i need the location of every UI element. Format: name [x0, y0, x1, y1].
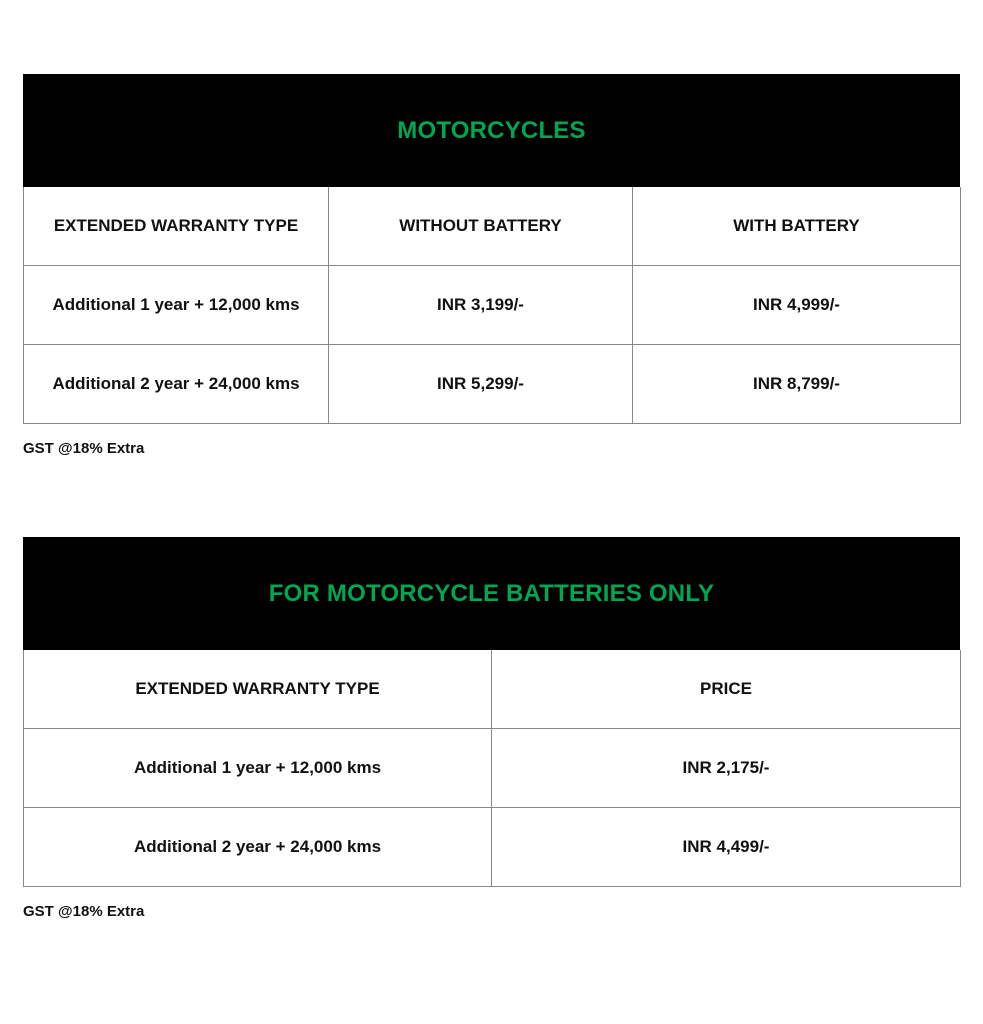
warranty-type-cell: Additional 1 year + 12,000 kms: [24, 266, 329, 345]
batteries-title: FOR MOTORCYCLE BATTERIES ONLY: [268, 579, 715, 607]
batteries-price-table: [23, 650, 961, 887]
table-header-row: [24, 650, 961, 729]
price-with-battery-cell: INR 8,799/-: [633, 345, 961, 424]
column-header-warranty-type: EXTENDED WARRANTY TYPE: [24, 650, 492, 729]
table-header-row: [24, 187, 961, 266]
column-header-with-battery: WITH BATTERY: [633, 187, 961, 266]
column-header-without-battery: WITHOUT BATTERY: [329, 187, 633, 266]
warranty-type-cell: Additional 2 year + 24,000 kms: [24, 345, 329, 424]
price-without-battery-cell: INR 3,199/-: [329, 266, 633, 345]
gst-note: GST @18% Extra: [23, 903, 145, 920]
table-row: [24, 345, 961, 424]
price-cell: INR 2,175/-: [492, 729, 961, 808]
motorcycles-table-header: [23, 74, 960, 187]
table-row: [24, 808, 961, 887]
batteries-table-header: [23, 537, 960, 650]
batteries-section: [23, 537, 960, 920]
price-without-battery-cell: INR 5,299/-: [329, 345, 633, 424]
table-row: [24, 729, 961, 808]
price-cell: INR 4,499/-: [492, 808, 961, 887]
gst-note: GST @18% Extra: [23, 440, 145, 457]
warranty-type-cell: Additional 2 year + 24,000 kms: [24, 808, 492, 887]
column-header-warranty-type: EXTENDED WARRANTY TYPE: [24, 187, 329, 266]
motorcycles-price-table: [23, 187, 961, 424]
table-row: [24, 266, 961, 345]
price-with-battery-cell: INR 4,999/-: [633, 266, 961, 345]
column-header-price: PRICE: [492, 650, 961, 729]
motorcycles-section: [23, 74, 960, 457]
motorcycles-title: MOTORCYCLES: [397, 116, 586, 144]
warranty-type-cell: Additional 1 year + 12,000 kms: [24, 729, 492, 808]
